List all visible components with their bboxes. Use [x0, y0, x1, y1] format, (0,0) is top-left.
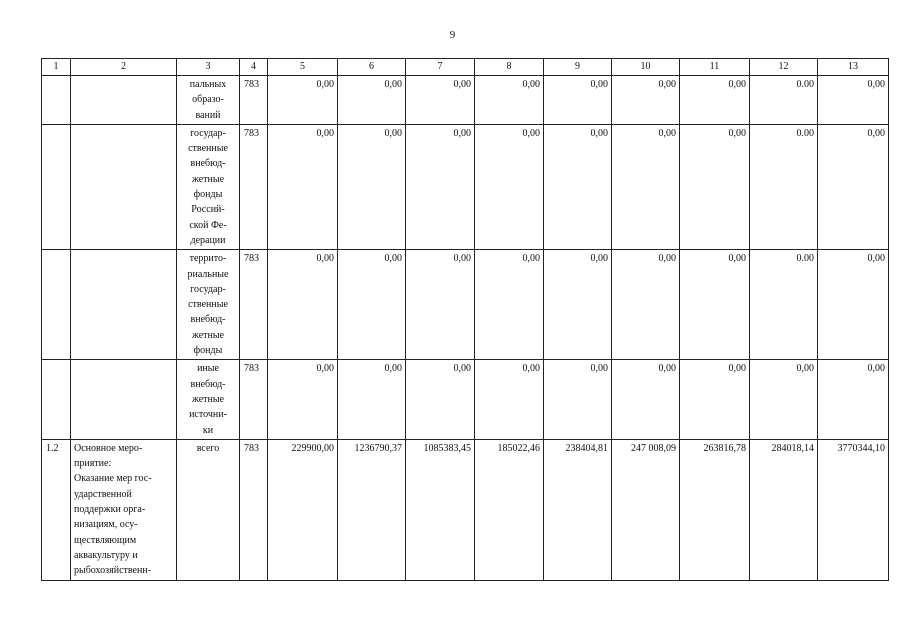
activity-name-cell [71, 360, 177, 439]
value-cell: 0,00 [475, 360, 544, 439]
activity-name-cell [71, 250, 177, 360]
header-cell: 5 [268, 59, 338, 76]
row-number-cell [42, 76, 71, 125]
page-number: 9 [449, 29, 456, 41]
value-cell: 0,00 [612, 76, 680, 125]
value-cell: 0,00 [406, 360, 475, 439]
header-cell: 4 [240, 59, 268, 76]
value-cell: 0,00 [750, 360, 818, 439]
value-cell: 0,00 [475, 250, 544, 360]
funding-source-cell: террито- риальные государ- ственные внебюд- жетные фонды [177, 250, 240, 360]
row-number-cell [42, 124, 71, 249]
table-row [42, 124, 889, 249]
value-cell: 1085383,45 [406, 439, 475, 580]
value-cell: 0,00 [680, 124, 750, 249]
header-cell: 10 [612, 59, 680, 76]
code-cell: 783 [240, 76, 268, 125]
value-cell: 0.00 [750, 76, 818, 125]
value-cell: 284018,14 [750, 439, 818, 580]
value-cell: 0,00 [612, 124, 680, 249]
row-number-cell: 1.2 [42, 439, 71, 580]
table-row [42, 250, 889, 360]
header-cell: 3 [177, 59, 240, 76]
header-cell: 6 [338, 59, 406, 76]
value-cell: 0.00 [750, 250, 818, 360]
activity-name-cell: Основное меро- приятие: Оказание мер гос- ударственной поддержки орга- низациям, осу- ществляющим аквакультуру и рыбохозяйственн- [71, 439, 177, 580]
header-cell: 12 [750, 59, 818, 76]
value-cell: 247 008,09 [612, 439, 680, 580]
header-row [42, 59, 889, 76]
value-cell: 0,00 [680, 250, 750, 360]
value-cell: 185022,46 [475, 439, 544, 580]
value-cell: 0,00 [338, 76, 406, 125]
value-cell: 3770344,10 [818, 439, 889, 580]
activity-name-cell [71, 124, 177, 249]
value-cell: 0,00 [406, 250, 475, 360]
header-cell: 9 [544, 59, 612, 76]
budget-table [41, 58, 889, 581]
value-cell: 0,00 [406, 76, 475, 125]
value-cell: 0,00 [475, 76, 544, 125]
value-cell: 1236790,37 [338, 439, 406, 580]
value-cell: 238404,81 [544, 439, 612, 580]
code-cell: 783 [240, 250, 268, 360]
value-cell: 0,00 [338, 124, 406, 249]
funding-source-cell: иные внебюд- жетные источни- ки [177, 360, 240, 439]
funding-source-cell: государ- ственные внебюд- жетные фонды Россий- ской Фе- дерации [177, 124, 240, 249]
value-cell: 0,00 [818, 76, 889, 125]
header-cell: 2 [71, 59, 177, 76]
value-cell: 263816,78 [680, 439, 750, 580]
value-cell: 229900,00 [268, 439, 338, 580]
value-cell: 0,00 [612, 250, 680, 360]
value-cell: 0,00 [268, 124, 338, 249]
code-cell: 783 [240, 360, 268, 439]
funding-source-cell: всего [177, 439, 240, 580]
header-cell: 11 [680, 59, 750, 76]
code-cell: 783 [240, 124, 268, 249]
header-cell: 13 [818, 59, 889, 76]
value-cell: 0,00 [680, 360, 750, 439]
value-cell: 0,00 [338, 360, 406, 439]
header-cell: 1 [42, 59, 71, 76]
header-cell: 7 [406, 59, 475, 76]
funding-source-cell: пальных образо- ваний [177, 76, 240, 125]
value-cell: 0,00 [268, 360, 338, 439]
value-cell: 0,00 [544, 360, 612, 439]
value-cell: 0,00 [406, 124, 475, 249]
value-cell: 0,00 [818, 124, 889, 249]
value-cell: 0,00 [268, 76, 338, 125]
header-cell: 8 [475, 59, 544, 76]
table-row [42, 439, 889, 580]
value-cell: 0,00 [544, 250, 612, 360]
value-cell: 0,00 [475, 124, 544, 249]
value-cell: 0,00 [818, 360, 889, 439]
value-cell: 0,00 [268, 250, 338, 360]
row-number-cell [42, 360, 71, 439]
row-number-cell [42, 250, 71, 360]
value-cell: 0,00 [680, 76, 750, 125]
activity-name-cell [71, 76, 177, 125]
table-row [42, 76, 889, 125]
value-cell: 0,00 [544, 124, 612, 249]
value-cell: 0,00 [338, 250, 406, 360]
value-cell: 0,00 [544, 76, 612, 125]
table-row [42, 360, 889, 439]
code-cell: 783 [240, 439, 268, 580]
value-cell: 0,00 [818, 250, 889, 360]
value-cell: 0,00 [612, 360, 680, 439]
value-cell: 0.00 [750, 124, 818, 249]
